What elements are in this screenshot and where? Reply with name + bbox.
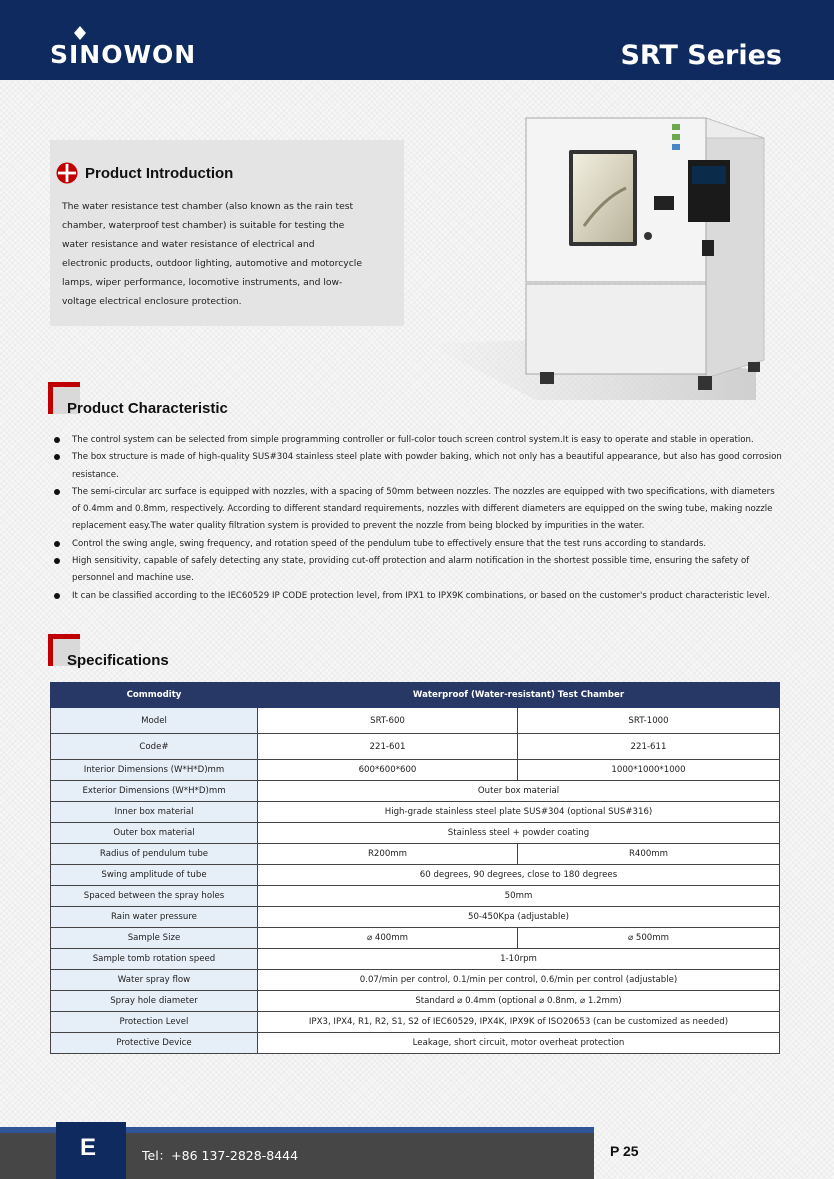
cell-value: SRT-1000 <box>518 708 780 734</box>
table-row <box>51 949 780 970</box>
row-label: Radius of pendulum tube <box>51 844 258 865</box>
table-row <box>51 907 780 928</box>
table-row <box>51 823 780 844</box>
row-label: Exterior Dimensions (W*H*D)mm <box>51 781 258 802</box>
table-row <box>51 760 780 781</box>
table-row <box>51 928 780 949</box>
series-title: SRT Series <box>620 40 782 71</box>
row-label: Swing amplitude of tube <box>51 865 258 886</box>
logo-diamond-icon <box>74 26 86 40</box>
intro-panel <box>50 140 404 326</box>
cell-value: R400mm <box>518 844 780 865</box>
table-row <box>51 708 780 734</box>
table-row <box>51 970 780 991</box>
cell-value: Leakage, short circuit, motor overheat protection <box>258 1033 780 1054</box>
table-row <box>51 802 780 823</box>
bullet-icon <box>54 593 60 599</box>
list-item-text: The control system can be selected from simple programming controller or full-color touch screen control system.It is easy to operate and stable in operation. <box>72 435 754 445</box>
cell-value: Stainless steel + powder coating <box>258 823 780 844</box>
table-row <box>51 781 780 802</box>
cell-value: 60 degrees, 90 degrees, close to 180 degrees <box>258 865 780 886</box>
cell-value: Standard ⌀ 0.4mm (optional ⌀ 0.8nm, ⌀ 1.2mm) <box>258 991 780 1012</box>
page-header <box>0 0 834 80</box>
cell-value: 1-10rpm <box>258 949 780 970</box>
list-item-text: It can be classified according to the IEC60529 IP CODE protection level, from IPX1 to IPX9K combinations, or based on the customer's product characteristic level. <box>72 590 770 601</box>
bullet-icon <box>54 489 60 495</box>
table-row <box>51 886 780 907</box>
cell-value: 50-450Kpa (adjustable) <box>258 907 780 928</box>
list-item <box>54 449 782 484</box>
cell-value: Outer box material <box>258 781 780 802</box>
list-item <box>54 553 782 588</box>
characteristic-list <box>54 432 782 605</box>
page-number: P 25 <box>610 1143 639 1159</box>
list-item <box>54 432 782 449</box>
row-label: Protection Level <box>51 1012 258 1033</box>
row-label: Spray hole diameter <box>51 991 258 1012</box>
test-chamber-image <box>426 108 788 408</box>
list-item-text: The box structure is made of high-quality SUS#304 stainless steel plate with powder baking, which not only has a beautiful appearance, but also has good corrosion resistance. <box>72 452 782 480</box>
cell-value: 600*600*600 <box>258 760 518 781</box>
bullet-icon <box>54 437 60 443</box>
row-label: Spaced between the spray holes <box>51 886 258 907</box>
row-label: Interior Dimensions (W*H*D)mm <box>51 760 258 781</box>
row-label: Sample tomb rotation speed <box>51 949 258 970</box>
cell-value: 221-611 <box>518 734 780 760</box>
bullet-icon <box>54 541 60 547</box>
header-product: Waterproof (Water-resistant) Test Chamber <box>258 683 780 708</box>
cell-value: 0.07/min per control, 0.1/min per control, 0.6/min per control (adjustable) <box>258 970 780 991</box>
characteristic-title: Product Characteristic <box>67 400 228 417</box>
intro-title: Product Introduction <box>85 165 234 182</box>
header-commodity: Commodity <box>51 683 258 708</box>
row-label: Rain water pressure <box>51 907 258 928</box>
cell-value: 221-601 <box>258 734 518 760</box>
row-label: Water spray flow <box>51 970 258 991</box>
table-row <box>51 734 780 760</box>
row-label: Code# <box>51 734 258 760</box>
cell-value: 50mm <box>258 886 780 907</box>
crosshair-icon <box>56 162 78 184</box>
cell-value: ⌀ 500mm <box>518 928 780 949</box>
brand-logo: SINOWON <box>50 40 197 69</box>
list-item-text: High sensitivity, capable of safely detecting any state, providing cut-off protection and alarm notification in the shortest possible time, ensuring the safety of personnel and machine use. <box>72 556 750 584</box>
table-row <box>51 844 780 865</box>
cell-value: High-grade stainless steel plate SUS#304 (optional SUS#316) <box>258 802 780 823</box>
list-item-text: The semi-circular arc surface is equipped with nozzles, with a spacing of 50mm between nozzles. The nozzles are equipped with two specifications, with diameters of 0.4mm and 0.8mm, respectively. According to different standard requirements, nozzles with different diameters are equipped on the swing tube, making nozzle replacement easy.The water quality filtration system is provided to prevent the nozzle from being blocked by impurities in the water. <box>72 486 775 532</box>
table-header-row <box>51 683 780 708</box>
row-label: Sample Size <box>51 928 258 949</box>
bullet-icon <box>54 558 60 564</box>
footer-letter: E <box>80 1134 97 1161</box>
row-label: Outer box material <box>51 823 258 844</box>
table-row <box>51 1033 780 1054</box>
intro-text: The water resistance test chamber (also known as the rain test chamber, waterproof test chamber) is suitable for testing the water resistance and water resistance of electrical and electronic products, outdoor lighting, automotive and motorcycle lamps, wiper performance, locomotive instruments, and low-voltage electrical enclosure protection. <box>62 201 362 307</box>
cell-value: ⌀ 400mm <box>258 928 518 949</box>
list-item <box>54 588 782 605</box>
list-item <box>54 484 782 536</box>
cell-value: SRT-600 <box>258 708 518 734</box>
specifications-title: Specifications <box>67 652 169 669</box>
list-item <box>54 536 782 553</box>
row-label: Inner box material <box>51 802 258 823</box>
cell-value: 1000*1000*1000 <box>518 760 780 781</box>
table-row <box>51 991 780 1012</box>
cell-value: R200mm <box>258 844 518 865</box>
row-label: Protective Device <box>51 1033 258 1054</box>
bullet-icon <box>54 454 60 460</box>
row-label: Model <box>51 708 258 734</box>
cell-value: IPX3, IPX4, R1, R2, S1, S2 of IEC60529, IPX4K, IPX9K of ISO20653 (can be customized as needed) <box>258 1012 780 1033</box>
table-row <box>51 865 780 886</box>
list-item-text: Control the swing angle, swing frequency, and rotation speed of the pendulum tube to effectively ensure that the test runs according to standards. <box>72 538 707 549</box>
specifications-table <box>50 682 780 1054</box>
table-row <box>51 1012 780 1033</box>
footer-telephone: Tel：+86 137-2828-8444 <box>142 1148 299 1163</box>
